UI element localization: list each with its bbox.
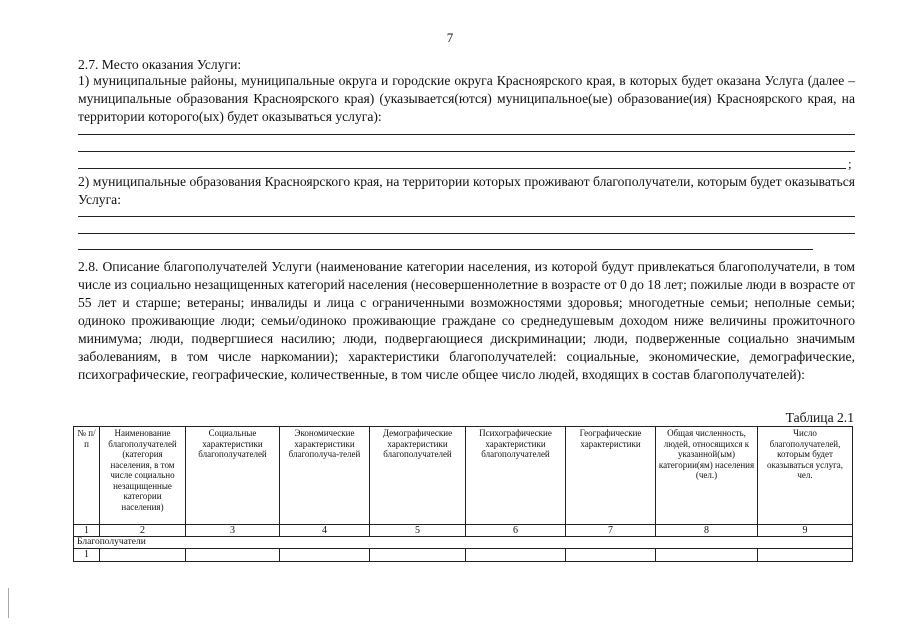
column-number: 5	[370, 525, 466, 537]
section-2-7-title: 2.7. Место оказания Услуги:	[78, 57, 242, 72]
table-cell[interactable]	[100, 548, 186, 561]
row-number: 1	[74, 548, 100, 561]
fill-line	[78, 134, 855, 135]
table-row	[74, 548, 853, 561]
group-label: Благополучатели	[74, 537, 853, 549]
table-cell[interactable]	[280, 548, 370, 561]
column-number: 1	[74, 525, 100, 537]
header-beneficiary-count: Число благополучателей, которым будет оказываться услуга, чел.	[758, 427, 853, 525]
fill-line	[78, 151, 855, 152]
header-demographic: Демографические характеристики благополучателей	[370, 427, 466, 525]
scan-margin-mark	[8, 588, 9, 618]
column-number-row	[74, 525, 853, 537]
page-number: 7	[446, 30, 454, 45]
table-cell[interactable]	[656, 548, 758, 561]
table-cell[interactable]	[186, 548, 280, 561]
fill-line	[78, 233, 855, 234]
section-2-8-text: 2.8. Описание благополучателей Услуги (наименование категории населения, из которой будут привлекаться благополучатели, в том числе из социально незащищенных категорий населения (несовершеннолетние в возрасте от 0 до 18 лет; пожилые люди в возрасте от 55 лет и старше; ветераны; инвалиды и лица с ограниченными возможностями здоровья; многодетные семьи; неполные семьи; одиноко проживающие люди; семьи/одиноко проживающие граждане со среднедушевым доходом ниже величины прожиточного минимума; люди, подвергшиеся насилию; люди, подвергающиеся дискриминации; люди, подверженные социально значимым заболеваниям, в том числе наркомании); характеристики благополучателей: социальные, экономические, демографические, психографические, географические, количественные, в том числе общее число людей, входящих в состав благополучателей):	[78, 259, 855, 382]
table-cell[interactable]	[566, 548, 656, 561]
header-social: Социальные характеристики благополучателей	[186, 427, 280, 525]
group-row	[74, 537, 853, 549]
fill-line	[78, 216, 855, 217]
beneficiaries-table	[73, 426, 853, 562]
header-economic: Экономические характеристики благополуча-телей	[280, 427, 370, 525]
column-number: 8	[656, 525, 758, 537]
column-number: 6	[466, 525, 566, 537]
column-number: 9	[758, 525, 853, 537]
header-psychographic: Психографические характеристики благополучателей	[466, 427, 566, 525]
semicolon: ;	[848, 156, 852, 171]
table-header-row	[74, 427, 853, 525]
table-cell[interactable]	[466, 548, 566, 561]
column-number: 4	[280, 525, 370, 537]
table-caption: Таблица 2.1	[785, 410, 854, 425]
section-2-7-item-2: 2) муниципальные образования Красноярского края, на территории которых проживают благополучатели, которым будет оказываться Услуга:	[78, 174, 855, 207]
table-cell[interactable]	[370, 548, 466, 561]
column-number: 2	[100, 525, 186, 537]
column-number: 3	[186, 525, 280, 537]
header-beneficiary-name: Наименование благополучателей (категория населения, в том числе социально незащищенные категории населения)	[100, 427, 186, 525]
section-2-7-item-1: 1) муниципальные районы, муниципальные округа и городские округа Красноярского края, в которых будет оказана Услуга (далее – муниципальные образования Красноярского края) (указывается(ются) муниципальное(ые) образование(ия) Красноярского края, на территории которого(ых) будет оказываться услуга):	[78, 73, 855, 124]
table-cell[interactable]	[758, 548, 853, 561]
fill-line	[78, 249, 813, 250]
fill-line	[78, 168, 846, 169]
column-number: 7	[566, 525, 656, 537]
header-geographic: Географические характеристики	[566, 427, 656, 525]
header-number: № п/п	[74, 427, 100, 525]
header-total-population: Общая численность, людей, относящихся к указанной(ым) категории(ям) населения (чел.)	[656, 427, 758, 525]
